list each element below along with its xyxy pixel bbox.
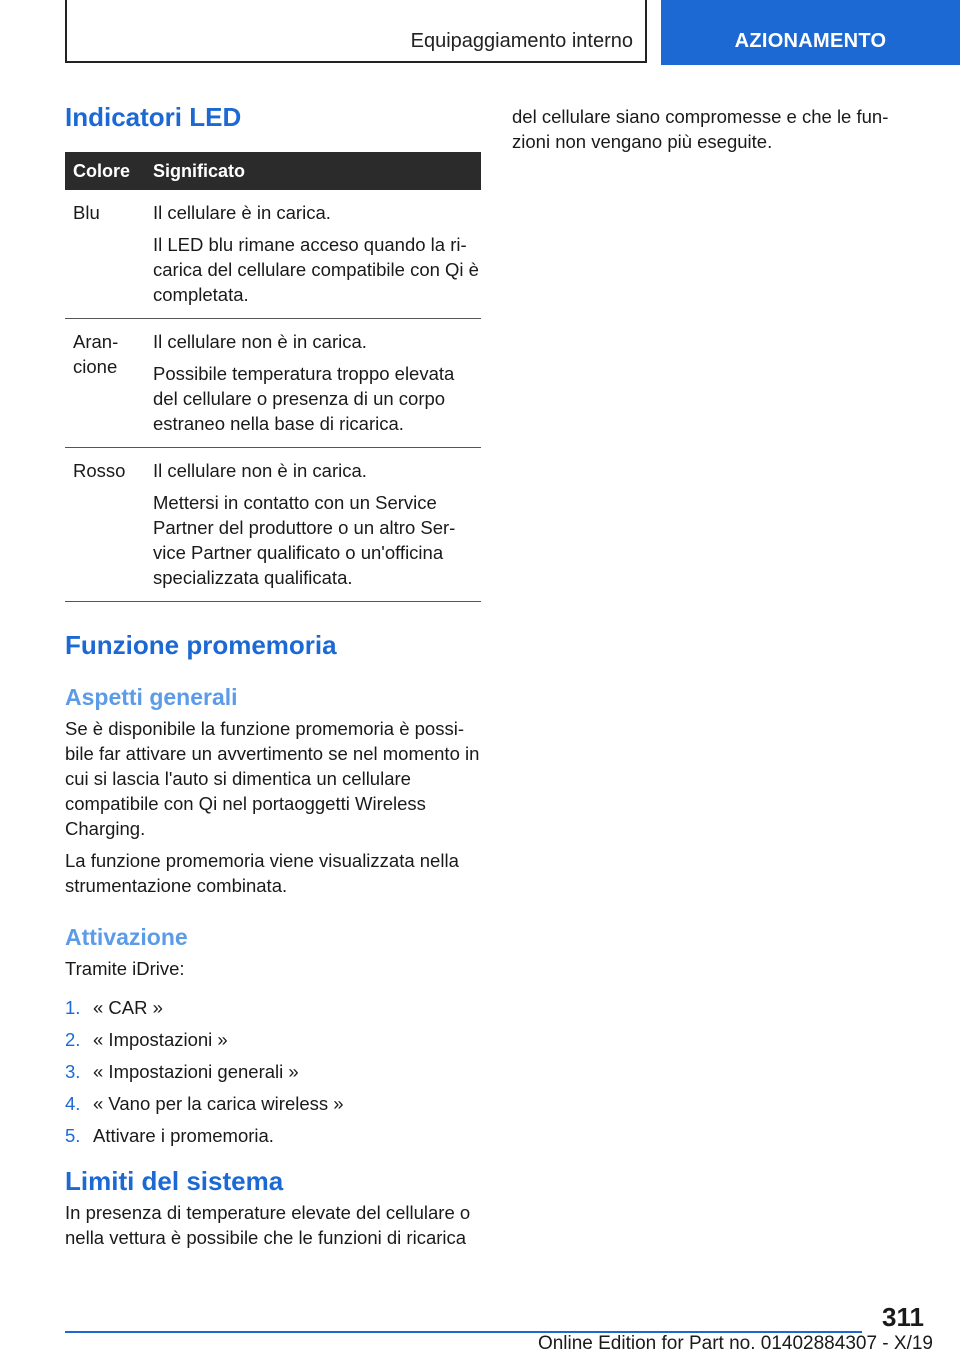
table-row — [65, 448, 481, 602]
page-number: 311 — [882, 1302, 924, 1332]
table-row — [65, 319, 481, 448]
general-subtitle: Aspetti generali — [65, 684, 238, 710]
step-number: 4. — [65, 1093, 81, 1114]
list-item — [65, 1123, 481, 1148]
step-text: « CAR » — [93, 997, 163, 1018]
list-item — [65, 1027, 481, 1052]
led-meaning-cell — [145, 448, 481, 602]
reminder-section-title: Funzione promemoria — [65, 630, 337, 660]
led-meaning-cell — [145, 190, 481, 319]
limits-paragraph-continued: del cellulare siano compromesse e che le funzioni non vengano più eseguite. — [512, 106, 889, 152]
step-text: « Impostazioni » — [93, 1029, 228, 1050]
right-column — [512, 104, 902, 154]
header-chapter-tab — [661, 0, 960, 65]
step-text: « Vano per la carica wireless » — [93, 1093, 344, 1114]
header-section-title: Equipaggiamento interno — [410, 30, 633, 52]
step-number: 1. — [65, 997, 81, 1018]
header-section-box — [65, 0, 647, 63]
led-color-cell: Blu — [65, 190, 145, 319]
limits-paragraph: In presenza di temperature elevate del cellulare o nella vettura è possibile che le funzioni di ricarica — [65, 1202, 471, 1248]
step-number: 5. — [65, 1125, 81, 1146]
footer-edition: Online Edition for Part no. 01402884307 - X/19 — [537, 1333, 933, 1354]
activation-steps — [65, 995, 481, 1148]
col-header-meaning: Significato — [145, 152, 481, 190]
general-paragraph-1: Se è disponibile la funzione promemoria è possibile far attivare un avvertimento se nel momento in cui si lascia l'auto si dimentica un cellulare compatibile con Qi nel portaoggetti Wireless Charging. — [65, 718, 480, 839]
general-paragraph-2: La funzione promemoria viene visualizzata nella strumentazione combinata. — [65, 850, 459, 896]
col-header-color: Colore — [65, 152, 145, 190]
meaning-line: Il cellulare non è in carica. — [153, 460, 367, 481]
meaning-line: Il LED blu rimane acceso quando la ricarica del cellulare compatibile con Qi è completata. — [153, 234, 479, 305]
led-color-cell: Arancione — [65, 319, 145, 448]
led-color-cell: Rosso — [65, 448, 145, 602]
step-number: 3. — [65, 1061, 81, 1082]
table-row — [65, 190, 481, 319]
step-text: « Impostazioni generali » — [93, 1061, 299, 1082]
led-table-header — [65, 152, 481, 190]
left-column — [65, 100, 481, 1250]
meaning-line: Il cellulare è in carica. — [153, 202, 331, 223]
activation-intro: Tramite iDrive: — [65, 958, 185, 979]
limits-section-title: Limiti del sistema — [65, 1166, 284, 1196]
meaning-line: Possibile temperatura troppo elevata del cellulare o presenza di un corpo estraneo nella base di ricarica. — [153, 363, 455, 434]
list-item — [65, 1091, 481, 1116]
led-table — [65, 152, 481, 602]
step-number: 2. — [65, 1029, 81, 1050]
step-text: Attivare i promemoria. — [93, 1125, 274, 1146]
meaning-line: Mettersi in contatto con un Service Partner del produttore o un altro Service Partner qualificato o un'officina specializzata qualificata. — [153, 492, 456, 588]
led-meaning-cell — [145, 319, 481, 448]
led-section-title: Indicatori LED — [65, 102, 242, 132]
list-item — [65, 1059, 481, 1084]
header-chapter-title: AZIONAMENTO — [734, 30, 887, 52]
meaning-line: Il cellulare non è in carica. — [153, 331, 367, 352]
activation-subtitle: Attivazione — [65, 924, 188, 950]
list-item — [65, 995, 481, 1020]
